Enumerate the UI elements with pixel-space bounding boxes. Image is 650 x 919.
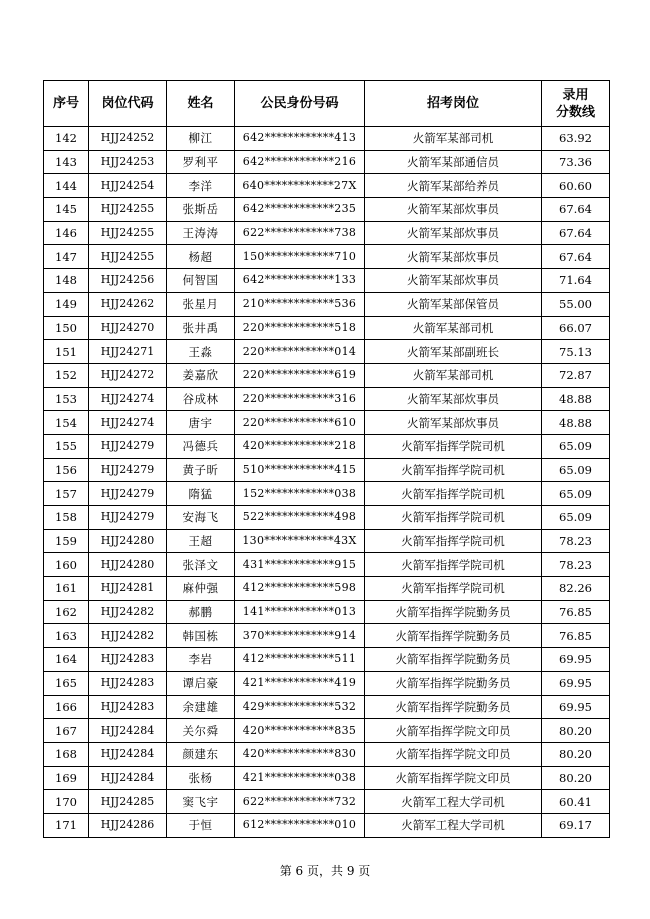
cell-name: 王淼 xyxy=(167,340,235,364)
cell-id-number: 642************235 xyxy=(235,198,365,222)
cell-position: 火箭军指挥学院勤务员 xyxy=(365,671,542,695)
cell-position: 火箭军工程大学司机 xyxy=(365,790,542,814)
cell-score: 65.09 xyxy=(542,506,610,530)
cell-seq: 146 xyxy=(44,221,89,245)
cell-score: 66.07 xyxy=(542,316,610,340)
cell-seq: 168 xyxy=(44,742,89,766)
cell-score: 55.00 xyxy=(542,292,610,316)
cell-seq: 171 xyxy=(44,813,89,837)
cell-name: 关尔舜 xyxy=(167,719,235,743)
cell-name: 李洋 xyxy=(167,174,235,198)
cell-id-number: 622************732 xyxy=(235,790,365,814)
cell-score: 69.95 xyxy=(542,671,610,695)
cell-score: 82.26 xyxy=(542,577,610,601)
cell-position: 火箭军指挥学院文印员 xyxy=(365,766,542,790)
cell-position-code: HJJ24281 xyxy=(89,577,167,601)
header-seq: 序号 xyxy=(44,81,89,127)
header-position: 招考岗位 xyxy=(365,81,542,127)
cell-seq: 160 xyxy=(44,553,89,577)
cell-position-code: HJJ24279 xyxy=(89,458,167,482)
cell-position-code: HJJ24282 xyxy=(89,600,167,624)
table-body xyxy=(44,127,610,838)
cell-position: 火箭军指挥学院文印员 xyxy=(365,719,542,743)
cell-position-code: HJJ24280 xyxy=(89,529,167,553)
cell-position: 火箭军某部炊事员 xyxy=(365,198,542,222)
cell-name: 窦飞宇 xyxy=(167,790,235,814)
cell-seq: 142 xyxy=(44,127,89,151)
table-row xyxy=(44,719,610,743)
header-row xyxy=(44,81,610,127)
cell-position: 火箭军工程大学司机 xyxy=(365,813,542,837)
cell-name: 颜建东 xyxy=(167,742,235,766)
cell-seq: 167 xyxy=(44,719,89,743)
cell-position-code: HJJ24256 xyxy=(89,269,167,293)
cell-id-number: 642************216 xyxy=(235,150,365,174)
cell-seq: 150 xyxy=(44,316,89,340)
table-row xyxy=(44,174,610,198)
cell-position-code: HJJ24254 xyxy=(89,174,167,198)
cell-position: 火箭军某部副班长 xyxy=(365,340,542,364)
table-row xyxy=(44,127,610,151)
table-row xyxy=(44,150,610,174)
cell-position-code: HJJ24284 xyxy=(89,742,167,766)
cell-position-code: HJJ24253 xyxy=(89,150,167,174)
cell-score: 69.95 xyxy=(542,648,610,672)
table-row xyxy=(44,766,610,790)
table-row xyxy=(44,363,610,387)
table-row xyxy=(44,411,610,435)
results-table-container xyxy=(43,80,609,838)
cell-position: 火箭军指挥学院司机 xyxy=(365,506,542,530)
table-row xyxy=(44,482,610,506)
cell-name: 何智国 xyxy=(167,269,235,293)
cell-position-code: HJJ24274 xyxy=(89,387,167,411)
cell-seq: 144 xyxy=(44,174,89,198)
cell-position: 火箭军指挥学院司机 xyxy=(365,529,542,553)
cell-name: 谷成林 xyxy=(167,387,235,411)
cell-seq: 164 xyxy=(44,648,89,672)
cell-id-number: 510************415 xyxy=(235,458,365,482)
cell-score: 73.36 xyxy=(542,150,610,174)
table-row xyxy=(44,387,610,411)
table-row xyxy=(44,269,610,293)
cell-seq: 166 xyxy=(44,695,89,719)
cell-score: 76.85 xyxy=(542,600,610,624)
cell-position-code: HJJ24284 xyxy=(89,766,167,790)
cell-name: 冯德兵 xyxy=(167,434,235,458)
cell-seq: 154 xyxy=(44,411,89,435)
cell-seq: 158 xyxy=(44,506,89,530)
cell-position-code: HJJ24279 xyxy=(89,506,167,530)
cell-position: 火箭军某部通信员 xyxy=(365,150,542,174)
cell-id-number: 429************532 xyxy=(235,695,365,719)
cell-position: 火箭军指挥学院司机 xyxy=(365,482,542,506)
cell-position: 火箭军某部炊事员 xyxy=(365,221,542,245)
table-row xyxy=(44,790,610,814)
cell-name: 柳江 xyxy=(167,127,235,151)
cell-name: 谭启豪 xyxy=(167,671,235,695)
cell-id-number: 150************710 xyxy=(235,245,365,269)
cell-name: 罗利平 xyxy=(167,150,235,174)
cell-id-number: 220************610 xyxy=(235,411,365,435)
cell-id-number: 220************014 xyxy=(235,340,365,364)
cell-seq: 155 xyxy=(44,434,89,458)
cell-score: 69.17 xyxy=(542,813,610,837)
cell-name: 张井禹 xyxy=(167,316,235,340)
cell-position-code: HJJ24282 xyxy=(89,624,167,648)
cell-seq: 170 xyxy=(44,790,89,814)
cell-score: 48.88 xyxy=(542,411,610,435)
cell-seq: 153 xyxy=(44,387,89,411)
cell-position: 火箭军指挥学院勤务员 xyxy=(365,648,542,672)
cell-position: 火箭军某部炊事员 xyxy=(365,411,542,435)
cell-seq: 143 xyxy=(44,150,89,174)
cell-position-code: HJJ24270 xyxy=(89,316,167,340)
cell-position-code: HJJ24272 xyxy=(89,363,167,387)
cell-name: 张泽文 xyxy=(167,553,235,577)
cell-position-code: HJJ24255 xyxy=(89,198,167,222)
table-row xyxy=(44,624,610,648)
cell-seq: 165 xyxy=(44,671,89,695)
cell-position-code: HJJ24283 xyxy=(89,671,167,695)
cell-score: 71.64 xyxy=(542,269,610,293)
cell-score: 60.60 xyxy=(542,174,610,198)
cell-id-number: 412************511 xyxy=(235,648,365,672)
cell-seq: 156 xyxy=(44,458,89,482)
cell-position: 火箭军指挥学院勤务员 xyxy=(365,624,542,648)
table-row xyxy=(44,434,610,458)
cell-id-number: 220************619 xyxy=(235,363,365,387)
cell-score: 80.20 xyxy=(542,719,610,743)
cell-score: 65.09 xyxy=(542,434,610,458)
cell-name: 张斯岳 xyxy=(167,198,235,222)
table-row xyxy=(44,292,610,316)
cell-id-number: 642************413 xyxy=(235,127,365,151)
cell-position: 火箭军指挥学院勤务员 xyxy=(365,695,542,719)
cell-position-code: HJJ24284 xyxy=(89,719,167,743)
cell-seq: 152 xyxy=(44,363,89,387)
table-row xyxy=(44,577,610,601)
cell-id-number: 420************218 xyxy=(235,434,365,458)
page-footer: 第 6 页，共 9 页 xyxy=(279,864,371,878)
cell-name: 于恒 xyxy=(167,813,235,837)
cell-id-number: 210************536 xyxy=(235,292,365,316)
cell-id-number: 431************915 xyxy=(235,553,365,577)
cell-score: 80.20 xyxy=(542,766,610,790)
cell-id-number: 420************830 xyxy=(235,742,365,766)
header-name: 姓名 xyxy=(167,81,235,127)
cell-seq: 163 xyxy=(44,624,89,648)
cell-position-code: HJJ24286 xyxy=(89,813,167,837)
cell-position-code: HJJ24285 xyxy=(89,790,167,814)
table-row xyxy=(44,648,610,672)
cell-name: 麻仲强 xyxy=(167,577,235,601)
cell-position: 火箭军指挥学院司机 xyxy=(365,458,542,482)
cell-position-code: HJJ24280 xyxy=(89,553,167,577)
cell-position: 火箭军某部给养员 xyxy=(365,174,542,198)
cell-score: 67.64 xyxy=(542,198,610,222)
cell-position-code: HJJ24279 xyxy=(89,434,167,458)
cell-name: 张星月 xyxy=(167,292,235,316)
table-row xyxy=(44,742,610,766)
table-row xyxy=(44,671,610,695)
cell-name: 张杨 xyxy=(167,766,235,790)
cell-seq: 149 xyxy=(44,292,89,316)
cell-seq: 159 xyxy=(44,529,89,553)
cell-id-number: 220************316 xyxy=(235,387,365,411)
cell-position: 火箭军指挥学院司机 xyxy=(365,553,542,577)
cell-position: 火箭军某部司机 xyxy=(365,127,542,151)
cell-name: 王超 xyxy=(167,529,235,553)
cell-id-number: 412************598 xyxy=(235,577,365,601)
cell-position: 火箭军某部炊事员 xyxy=(365,269,542,293)
cell-position-code: HJJ24271 xyxy=(89,340,167,364)
cell-seq: 161 xyxy=(44,577,89,601)
cell-score: 48.88 xyxy=(542,387,610,411)
results-table xyxy=(43,80,610,838)
table-row xyxy=(44,529,610,553)
cell-seq: 162 xyxy=(44,600,89,624)
cell-id-number: 141************013 xyxy=(235,600,365,624)
cell-position-code: HJJ24262 xyxy=(89,292,167,316)
header-score xyxy=(542,81,610,127)
cell-seq: 147 xyxy=(44,245,89,269)
table-row xyxy=(44,245,610,269)
header-id: 公民身份号码 xyxy=(235,81,365,127)
cell-position: 火箭军指挥学院司机 xyxy=(365,577,542,601)
cell-name: 杨超 xyxy=(167,245,235,269)
cell-name: 郝鹏 xyxy=(167,600,235,624)
cell-position-code: HJJ24283 xyxy=(89,648,167,672)
table-row xyxy=(44,458,610,482)
table-row xyxy=(44,553,610,577)
cell-score: 65.09 xyxy=(542,458,610,482)
cell-id-number: 420************835 xyxy=(235,719,365,743)
cell-name: 黄子昕 xyxy=(167,458,235,482)
cell-name: 姜嘉欣 xyxy=(167,363,235,387)
cell-id-number: 640************27X xyxy=(235,174,365,198)
cell-score: 60.41 xyxy=(542,790,610,814)
cell-score: 72.87 xyxy=(542,363,610,387)
cell-id-number: 642************133 xyxy=(235,269,365,293)
cell-position-code: HJJ24255 xyxy=(89,221,167,245)
cell-position: 火箭军某部司机 xyxy=(365,316,542,340)
cell-name: 王涛涛 xyxy=(167,221,235,245)
cell-id-number: 522************498 xyxy=(235,506,365,530)
cell-position-code: HJJ24283 xyxy=(89,695,167,719)
header-code: 岗位代码 xyxy=(89,81,167,127)
cell-score: 76.85 xyxy=(542,624,610,648)
cell-position-code: HJJ24255 xyxy=(89,245,167,269)
cell-id-number: 130************43X xyxy=(235,529,365,553)
header-score-line2: 分数线 xyxy=(555,104,595,120)
cell-score: 78.23 xyxy=(542,529,610,553)
table-row xyxy=(44,316,610,340)
table-header xyxy=(44,81,610,127)
cell-score: 78.23 xyxy=(542,553,610,577)
cell-position: 火箭军某部保管员 xyxy=(365,292,542,316)
table-row xyxy=(44,813,610,837)
cell-name: 隋猛 xyxy=(167,482,235,506)
cell-name: 李岩 xyxy=(167,648,235,672)
cell-position-code: HJJ24279 xyxy=(89,482,167,506)
cell-position-code: HJJ24252 xyxy=(89,127,167,151)
cell-id-number: 220************518 xyxy=(235,316,365,340)
table-row xyxy=(44,695,610,719)
table-row xyxy=(44,198,610,222)
cell-name: 唐宇 xyxy=(167,411,235,435)
cell-score: 67.64 xyxy=(542,245,610,269)
table-row xyxy=(44,506,610,530)
cell-position: 火箭军某部司机 xyxy=(365,363,542,387)
cell-name: 余建雄 xyxy=(167,695,235,719)
cell-score: 63.92 xyxy=(542,127,610,151)
cell-seq: 145 xyxy=(44,198,89,222)
cell-score: 69.95 xyxy=(542,695,610,719)
cell-position: 火箭军某部炊事员 xyxy=(365,245,542,269)
table-row xyxy=(44,221,610,245)
cell-position: 火箭军某部炊事员 xyxy=(365,387,542,411)
cell-position-code: HJJ24274 xyxy=(89,411,167,435)
cell-score: 65.09 xyxy=(542,482,610,506)
cell-seq: 157 xyxy=(44,482,89,506)
cell-id-number: 152************038 xyxy=(235,482,365,506)
cell-id-number: 421************038 xyxy=(235,766,365,790)
cell-seq: 169 xyxy=(44,766,89,790)
cell-score: 67.64 xyxy=(542,221,610,245)
cell-score: 80.20 xyxy=(542,742,610,766)
cell-seq: 148 xyxy=(44,269,89,293)
cell-position: 火箭军指挥学院文印员 xyxy=(365,742,542,766)
cell-score: 75.13 xyxy=(542,340,610,364)
cell-position: 火箭军指挥学院司机 xyxy=(365,434,542,458)
cell-name: 安海飞 xyxy=(167,506,235,530)
cell-id-number: 421************419 xyxy=(235,671,365,695)
cell-id-number: 622************738 xyxy=(235,221,365,245)
cell-name: 韩国栋 xyxy=(167,624,235,648)
header-score-line1: 录用 xyxy=(562,87,589,103)
cell-position: 火箭军指挥学院勤务员 xyxy=(365,600,542,624)
cell-id-number: 370************914 xyxy=(235,624,365,648)
table-row xyxy=(44,600,610,624)
table-row xyxy=(44,340,610,364)
cell-id-number: 612************010 xyxy=(235,813,365,837)
cell-seq: 151 xyxy=(44,340,89,364)
